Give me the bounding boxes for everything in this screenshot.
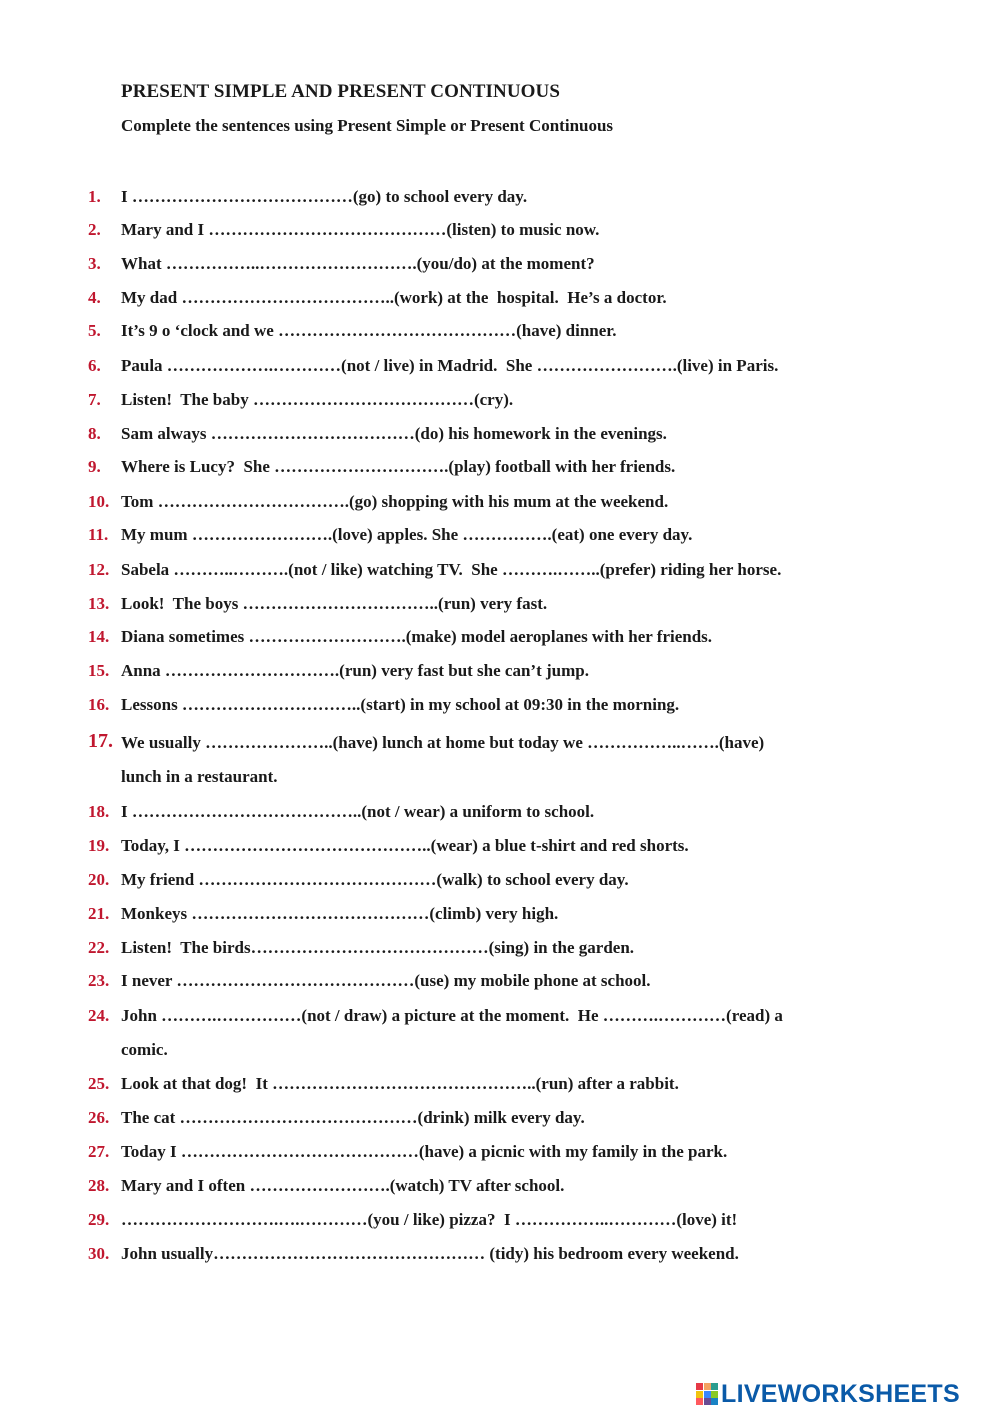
exercise-number: 27. [88, 1142, 110, 1161]
exercise-item [0, 186, 1000, 220]
exercise-item [0, 1073, 1000, 1107]
logo-square [696, 1391, 703, 1398]
logo-square [704, 1383, 711, 1390]
exercise-sentence: John ……….……………(not / draw) a picture at the moment. He ……….…………(read) a [121, 1006, 783, 1025]
logo-square [711, 1398, 718, 1405]
exercise-number: 6. [88, 356, 101, 375]
logo-square [704, 1398, 711, 1405]
logo-square [711, 1383, 718, 1390]
exercise-item [0, 903, 1000, 937]
exercise-number: 29. [88, 1210, 110, 1229]
exercise-sentence: Listen! The birds……………………………………(sing) in the garden. [121, 938, 635, 957]
exercise-item [0, 423, 1000, 457]
exercise-sentence: comic. [121, 1040, 168, 1059]
exercise-sentence: Sabela ………..……….(not / like) watching TV. She ……….……..(prefer) riding her horse. [121, 560, 782, 579]
exercise-sentence: My mum …………………….(love) apples. She …………….(eat) one every day. [121, 525, 693, 544]
exercise-item [0, 1243, 1000, 1277]
exercise-sentence: Listen! The baby …………………………………(cry). [121, 390, 514, 409]
exercise-sentence: I never ……………………………………(use) my mobile phone at school. [121, 971, 651, 990]
exercise-sentence: I …………………………………..(not / wear) a uniform to school. [121, 802, 595, 821]
exercise-number: 28. [88, 1176, 110, 1195]
exercise-sentence: Sam always ………………………………(do) his homework in the evenings. [121, 424, 667, 443]
exercise-number: 25. [88, 1074, 110, 1093]
exercise-item [0, 1209, 1000, 1243]
exercise-number: 22. [88, 938, 110, 957]
exercise-item [0, 355, 1000, 389]
exercise-item [0, 253, 1000, 287]
exercise-sentence: Mary and I ……………………………………(listen) to music now. [121, 220, 600, 239]
exercise-item [0, 491, 1000, 525]
exercise-number: 1. [88, 187, 101, 206]
exercise-sentence: Monkeys ……………………………………(climb) very high. [121, 904, 559, 923]
exercise-item [0, 559, 1000, 593]
exercise-item [0, 835, 1000, 869]
logo-square [711, 1391, 718, 1398]
exercise-item [0, 1175, 1000, 1209]
exercise-item [0, 801, 1000, 835]
exercise-item [0, 1005, 1000, 1073]
exercise-number: 30. [88, 1244, 110, 1263]
exercise-sentence: The cat ……………………………………(drink) milk every day. [121, 1108, 585, 1127]
exercise-sentence: Today, I ……………………………………..(wear) a blue t-shirt and red shorts. [121, 836, 689, 855]
exercise-number: 19. [88, 836, 110, 855]
exercise-sentence: My dad ………………………………..(work) at the hospital. He’s a doctor. [121, 288, 667, 307]
exercise-number: 8. [88, 424, 101, 443]
exercise-item [0, 660, 1000, 694]
logo-text: LIVEWORKSHEETS [721, 1379, 960, 1408]
exercise-sentence: lunch in a restaurant. [121, 767, 278, 786]
logo-square [704, 1391, 711, 1398]
exercise-sentence: Today I ……………………………………(have) a picnic with my family in the park. [121, 1142, 728, 1161]
exercise-number: 11. [88, 525, 109, 544]
exercise-number: 4. [88, 288, 101, 307]
exercise-number: 10. [88, 492, 110, 511]
exercise-number: 9. [88, 457, 101, 476]
exercise-number: 2. [88, 220, 101, 239]
logo-square [696, 1398, 703, 1405]
exercise-item [0, 732, 1000, 800]
exercise-number: 16. [88, 695, 110, 714]
logo-grid-icon [696, 1383, 718, 1405]
exercise-number: 5. [88, 321, 101, 340]
instructions: Complete the sentences using Present Simple or Present Continuous [121, 116, 614, 135]
exercise-sentence: ……………………….….…………(you / like) pizza? I ……………..…………(love) it! [121, 1210, 738, 1229]
exercise-item [0, 456, 1000, 490]
exercise-sentence: We usually …………………..(have) lunch at home but today we ……………..…….(have) [121, 733, 765, 752]
exercise-number: 13. [88, 594, 110, 613]
exercise-item [0, 389, 1000, 423]
exercise-sentence: John usually………………………………………… (tidy) his bedroom every weekend. [121, 1244, 739, 1263]
exercise-number: 24. [88, 1006, 110, 1025]
exercise-sentence: My friend ……………………………………(walk) to school every day. [121, 870, 629, 889]
exercise-sentence: It’s 9 o ‘clock and we ……………………………………(have) dinner. [121, 321, 617, 340]
exercise-sentence: Where is Lucy? She ………………………….(play) football with her friends. [121, 457, 676, 476]
exercise-sentence: Diana sometimes ……………………….(make) model aeroplanes with her friends. [121, 627, 713, 646]
exercise-sentence: Mary and I often …………………….(watch) TV after school. [121, 1176, 565, 1195]
exercise-sentence: Tom …………………………….(go) shopping with his mum at the weekend. [121, 492, 669, 511]
exercise-number: 18. [88, 802, 110, 821]
exercise-number: 7. [88, 390, 101, 409]
exercise-number: 17. [88, 730, 113, 752]
exercise-number: 3. [88, 254, 101, 273]
exercise-item [0, 287, 1000, 321]
exercise-sentence: Look! The boys ……………………………..(run) very fast. [121, 594, 548, 613]
liveworksheets-logo [696, 1379, 960, 1409]
exercise-number: 26. [88, 1108, 110, 1127]
exercise-sentence: I …………………………………(go) to school every day. [121, 187, 528, 206]
exercise-item [0, 869, 1000, 903]
exercise-number: 14. [88, 627, 110, 646]
exercise-sentence: Look at that dog! It ………………………………………..(run) after a rabbit. [121, 1074, 679, 1093]
page-title: PRESENT SIMPLE AND PRESENT CONTINUOUS [121, 81, 561, 102]
exercise-number: 20. [88, 870, 110, 889]
exercise-item [0, 320, 1000, 354]
exercise-item [0, 1141, 1000, 1175]
exercise-item [0, 937, 1000, 971]
exercise-sentence: What ……………..……………………….(you/do) at the moment? [121, 254, 595, 273]
exercise-item [0, 694, 1000, 728]
exercise-sentence: Lessons …………………………..(start) in my school at 09:30 in the morning. [121, 695, 680, 714]
exercise-sentence: Anna ………………………….(run) very fast but she can’t jump. [121, 661, 589, 680]
exercise-item [0, 1107, 1000, 1141]
exercise-item [0, 219, 1000, 253]
logo-square [696, 1383, 703, 1390]
exercise-item [0, 626, 1000, 660]
exercise-number: 12. [88, 560, 110, 579]
exercise-number: 23. [88, 971, 110, 990]
exercise-number: 21. [88, 904, 110, 923]
exercise-item [0, 593, 1000, 627]
exercise-item [0, 524, 1000, 558]
exercise-number: 15. [88, 661, 110, 680]
exercise-sentence: Paula ……………….…………(not / live) in Madrid. She …………………….(live) in Paris. [121, 356, 779, 375]
exercise-item [0, 970, 1000, 1004]
